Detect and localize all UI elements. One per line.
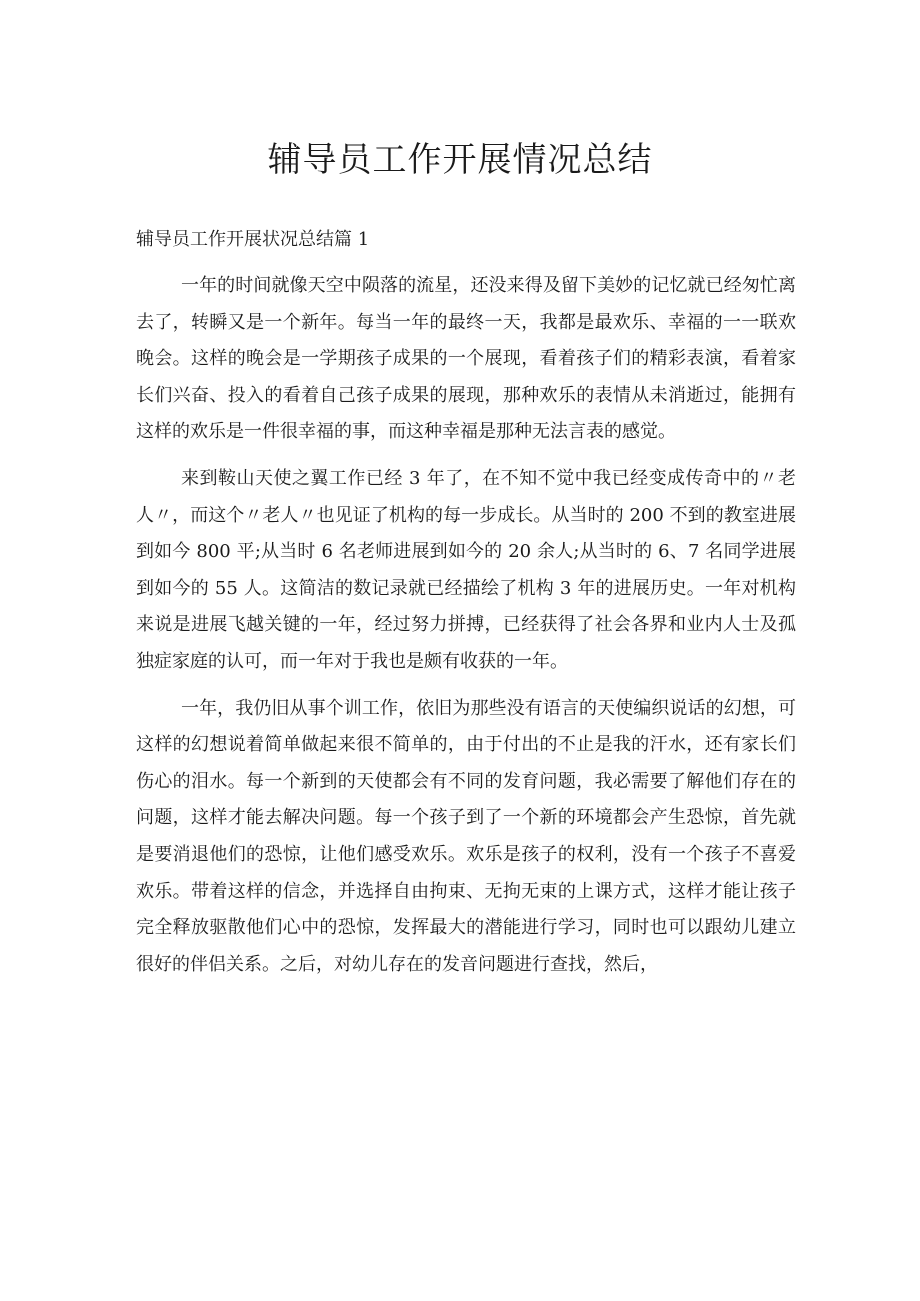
- document-title: 辅导员工作开展情况总结: [267, 140, 653, 180]
- section-heading: 辅导员工作开展状况总结篇 1: [136, 229, 370, 250]
- paragraph-2: 来到鞍山天使之翼工作已经 3 年了，在不知不觉中我已经变成传奇中的〃老人〃，而这个〃老人〃也见证了机构的每一步成长。从当时的 200 不到的教室进展到如今 800 平;从当时 6 名老师进展到如今的 20 余人;从当时的 6、7 名同学进展到如今的 55 人。这简洁的数记录就已经描绘了机构 3 年的进展历史。一年对机构来说是进展飞越关键的一年，经过努力拼搏，已经获得了社会各界和业内人士及孤独症家庭的认可，而一年对于我也是颇有收获的一年。: [136, 467, 796, 672]
- paragraph-3: 一年，我仍旧从事个训工作，依旧为那些没有语言的天使编织说话的幻想，可这样的幻想说着简单做起来很不简单的，由于付出的不止是我的汗水，还有家长们伤心的泪水。每一个新到的天使都会有不同的发育问题，我必需要了解他们存在的问题，这样才能去解决问题。每一个孩子到了一个新的环境都会产生恐惊，首先就是要消退他们的恐惊，让他们感受欢乐。欢乐是孩子的权利，没有一个孩子不喜爱欢乐。带着这样的信念，并选择自由拘束、无拘无束的上课方式，这样才能让孩子完全释放驱散他们心中的恐惊，发挥最大的潜能进行学习，同时也可以跟幼儿建立很好的伴侣关系。之后，对幼儿存在的发音问题进行查找，然后，: [136, 697, 796, 975]
- document-body: [136, 268, 796, 993]
- paragraph-1: 一年的时间就像天空中陨落的流星，还没来得及留下美妙的记忆就已经匆忙离去了，转瞬又是一个新年。每当一年的最终一天，我都是最欢乐、幸福的一一联欢晚会。这样的晚会是一学期孩子成果的一个展现，看着孩子们的精彩表演，看着家长们兴奋、投入的看着自己孩子成果的展现，那种欢乐的表情从未消逝过，能拥有这样的欢乐是一件很幸福的事，而这种幸福是那种无法言表的感觉。: [136, 275, 796, 443]
